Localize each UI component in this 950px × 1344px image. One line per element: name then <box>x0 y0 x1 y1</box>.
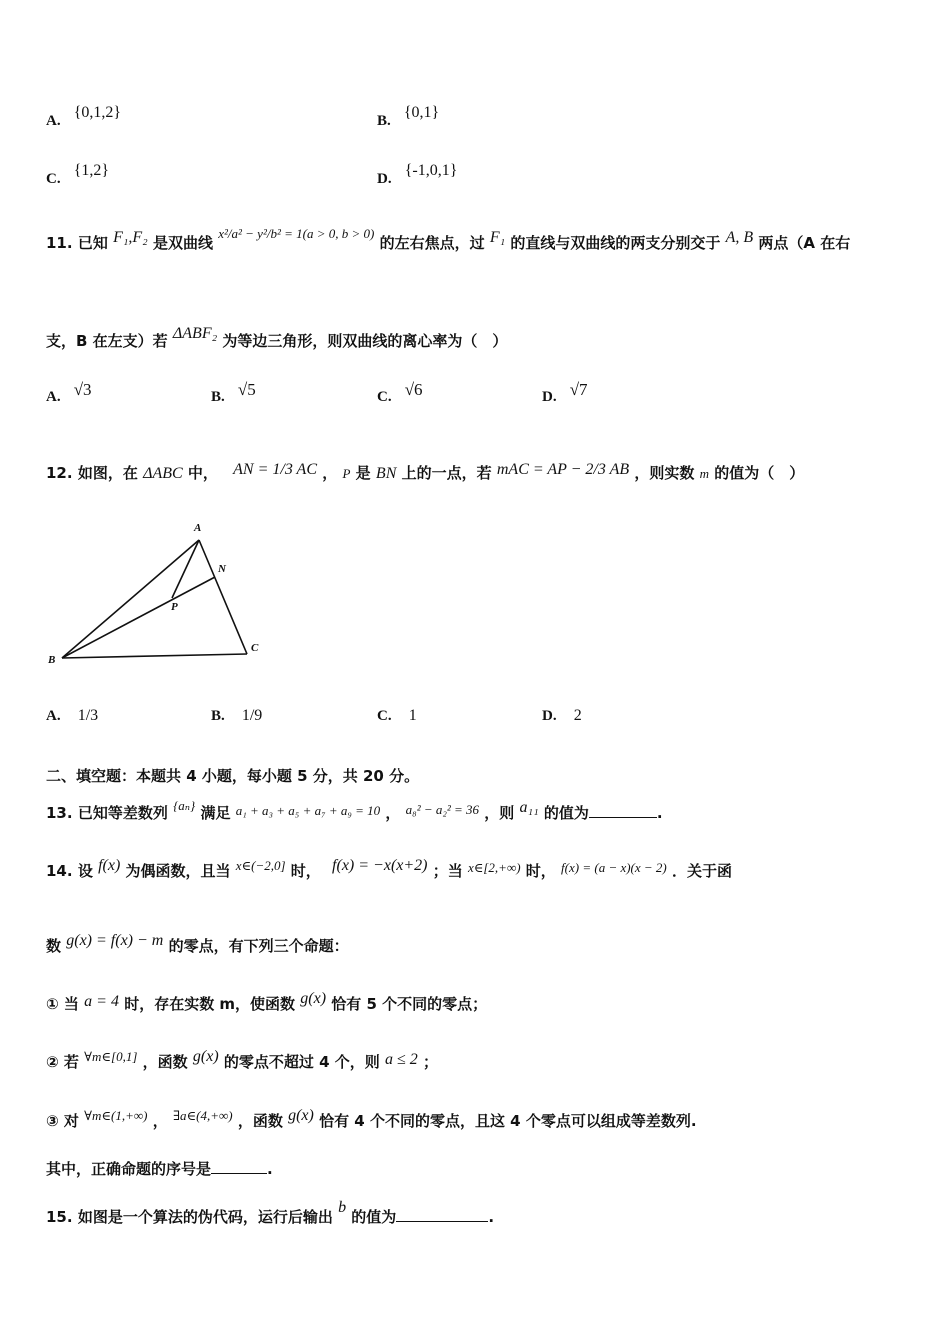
triangle-abf2: ΔABF₂ <box>172 325 218 342</box>
text: ② 若 <box>46 1053 79 1071</box>
q12-option-b <box>211 705 262 725</box>
focus-f1: F₁ <box>489 229 506 246</box>
option-value: √7 <box>569 380 588 399</box>
segment-bn: BN <box>375 465 397 482</box>
q14-ask <box>46 1158 910 1179</box>
text: . <box>267 1160 273 1178</box>
vector-equation-mac: mAC = AP − 2/3 AB <box>496 461 630 478</box>
option-value: {-1,0,1} <box>404 162 458 179</box>
text: 两点（A 在右 <box>758 234 851 252</box>
label-b: B <box>48 654 56 666</box>
option-value: 1 <box>408 707 417 724</box>
text: 恰有 5 个不同的零点； <box>331 995 488 1013</box>
text: ，函数 <box>142 1053 188 1071</box>
q14-proposition-1 <box>46 990 910 1014</box>
condition: a = 4 <box>84 993 119 1010</box>
q11-stem-line2 <box>46 325 910 351</box>
question-number: 15. <box>46 1208 73 1226</box>
foci: F₁,F₂ <box>113 229 148 246</box>
option-label: B. <box>211 708 225 724</box>
text: ， <box>152 1112 168 1130</box>
text: 其中，正确命题的序号是 <box>46 1160 212 1178</box>
text: 已知等差数列 <box>77 804 168 822</box>
q10-option-d <box>377 162 458 188</box>
segment-ba <box>62 540 199 658</box>
option-label: B. <box>377 113 391 129</box>
option-label: A. <box>46 708 61 724</box>
q10-option-a <box>46 104 122 130</box>
function-g: g(x) <box>192 1048 219 1065</box>
text: 满足 <box>200 804 231 822</box>
domain-1: x∈(−2,0] <box>235 858 286 873</box>
option-label: C. <box>377 708 392 724</box>
function-g: g(x) = f(x) − m <box>66 932 164 949</box>
text: ③ 对 <box>46 1112 79 1130</box>
hyperbola-equation: x²/a² − y²/b² = 1(a > 0, b > 0) <box>218 226 375 241</box>
q12-option-a <box>46 705 98 725</box>
option-label: A. <box>46 389 61 405</box>
domain-2: x∈[2,+∞) <box>467 860 521 875</box>
text: ， <box>385 804 401 822</box>
q15-stem <box>46 1199 910 1227</box>
q12-stem <box>46 462 910 483</box>
sequence: {aₙ} <box>173 798 196 813</box>
text: ，则实数 <box>634 464 695 482</box>
text: ，则 <box>484 804 515 822</box>
vector-equation-an: AN = 1/3 AC <box>233 461 317 478</box>
segment-bn <box>62 577 215 658</box>
q12-option-c <box>377 705 417 725</box>
condition: ∀m∈(1,+∞) <box>84 1108 148 1123</box>
answer-blank <box>396 1221 488 1222</box>
text: 为偶函数，且当 <box>125 862 231 880</box>
text: 时， <box>290 862 321 880</box>
points-ab: A, B <box>725 229 754 246</box>
q11-option-d <box>542 380 588 406</box>
q11-option-b <box>211 380 256 406</box>
option-label: D. <box>542 389 557 405</box>
equation-1: f(x) = −x(x+2) <box>332 857 428 874</box>
text: 的零点不超过 4 个，则 <box>223 1053 380 1071</box>
section-heading: 二、填空题：本题共 4 小题，每小题 5 分，共 20 分。 <box>46 767 420 785</box>
segment-ac <box>199 540 247 654</box>
option-value: 1/3 <box>77 707 99 724</box>
text: ① 当 <box>46 995 79 1013</box>
condition: ∀m∈[0,1] <box>84 1049 138 1064</box>
option-value: {0,1,2} <box>73 104 122 121</box>
q10-option-c <box>46 162 110 188</box>
text: 已知 <box>77 234 108 252</box>
text: 的零点，有下列三个命题： <box>168 937 349 955</box>
text: 时， <box>525 862 556 880</box>
option-label: B. <box>211 389 225 405</box>
text: ， <box>322 464 338 482</box>
text: ，函数 <box>237 1112 283 1130</box>
triangle-figure <box>40 518 280 678</box>
question-number: 11. <box>46 234 73 252</box>
q11-stem-line1 <box>46 226 910 253</box>
text: 上的一点，若 <box>401 464 492 482</box>
answer-blank <box>589 817 657 818</box>
point-p: P <box>342 466 351 481</box>
text: 支，B 在左支）若 <box>46 332 168 350</box>
function-g: g(x) <box>288 1107 314 1124</box>
text: 中， <box>187 464 218 482</box>
option-value: √5 <box>237 380 256 399</box>
option-value: {0,1} <box>403 104 440 121</box>
text: 的左右焦点，过 <box>379 234 485 252</box>
triangle-abc: ΔABC <box>143 465 183 482</box>
text: 的值为（ ） <box>714 464 805 482</box>
segment-bc <box>62 654 247 658</box>
text: 数 <box>46 937 62 955</box>
option-value: √3 <box>73 380 92 399</box>
text: 为等边三角形，则双曲线的离心率为（ ） <box>222 332 508 350</box>
condition: a ≤ 2 <box>385 1051 418 1068</box>
condition-sum: a₁ + a₃ + a₅ + a₇ + a₉ = 10 <box>235 803 381 818</box>
text: 的值为 <box>543 804 589 822</box>
question-number: 14. <box>46 862 73 880</box>
q13-stem <box>46 798 910 823</box>
text: 是双曲线 <box>152 234 213 252</box>
q12-option-d <box>542 705 582 725</box>
q11-option-c <box>377 380 423 406</box>
variable-m: m <box>699 466 709 481</box>
condition: ∃a∈(4,+∞) <box>172 1108 233 1123</box>
text: 是 <box>355 464 371 482</box>
term-a11: a₁₁ <box>519 799 539 816</box>
function-g: g(x) <box>300 990 327 1007</box>
question-number: 12. <box>46 464 73 482</box>
text: . <box>488 1208 495 1226</box>
option-label: C. <box>46 171 61 187</box>
option-value: 1/9 <box>241 707 263 724</box>
text: 如图是一个算法的伪代码，运行后输出 <box>77 1208 333 1226</box>
segment-ap <box>172 540 199 598</box>
option-label: A. <box>46 113 61 129</box>
label-a: A <box>194 522 202 534</box>
option-value: {1,2} <box>73 162 110 179</box>
answer-blank <box>211 1173 267 1174</box>
q11-option-a <box>46 380 92 406</box>
option-value: √6 <box>404 380 423 399</box>
text: 恰有 4 个不同的零点，且这 4 个零点可以组成等差数列. <box>319 1112 697 1130</box>
label-n: N <box>218 563 226 575</box>
q14-stem-line1 <box>46 857 910 881</box>
text: 设 <box>77 862 93 880</box>
text: 的值为 <box>351 1208 397 1226</box>
text: ； <box>423 1053 439 1071</box>
label-p: P <box>171 601 178 613</box>
function-f: f(x) <box>98 857 121 874</box>
equation-2: f(x) = (a − x)(x − 2) <box>561 860 667 875</box>
text: 如图，在 <box>77 464 138 482</box>
label-c: C <box>251 642 259 654</box>
text: 时，存在实数 m，使函数 <box>124 995 296 1013</box>
q14-proposition-2 <box>46 1048 910 1072</box>
question-number: 13. <box>46 804 73 822</box>
text: ；当 <box>432 862 463 880</box>
option-value: 2 <box>573 707 582 724</box>
text: ．关于函 <box>672 862 733 880</box>
option-label: D. <box>542 708 557 724</box>
condition-squares: a₈² − a₂² = 36 <box>405 802 480 817</box>
q10-option-b <box>377 104 440 130</box>
text: . <box>656 804 663 822</box>
option-label: C. <box>377 389 392 405</box>
option-label: D. <box>377 171 392 187</box>
variable-b: b <box>338 1199 347 1216</box>
text: 的直线与双曲线的两支分别交于 <box>510 234 721 252</box>
q14-proposition-3 <box>46 1107 910 1131</box>
q14-stem-line2 <box>46 932 910 956</box>
